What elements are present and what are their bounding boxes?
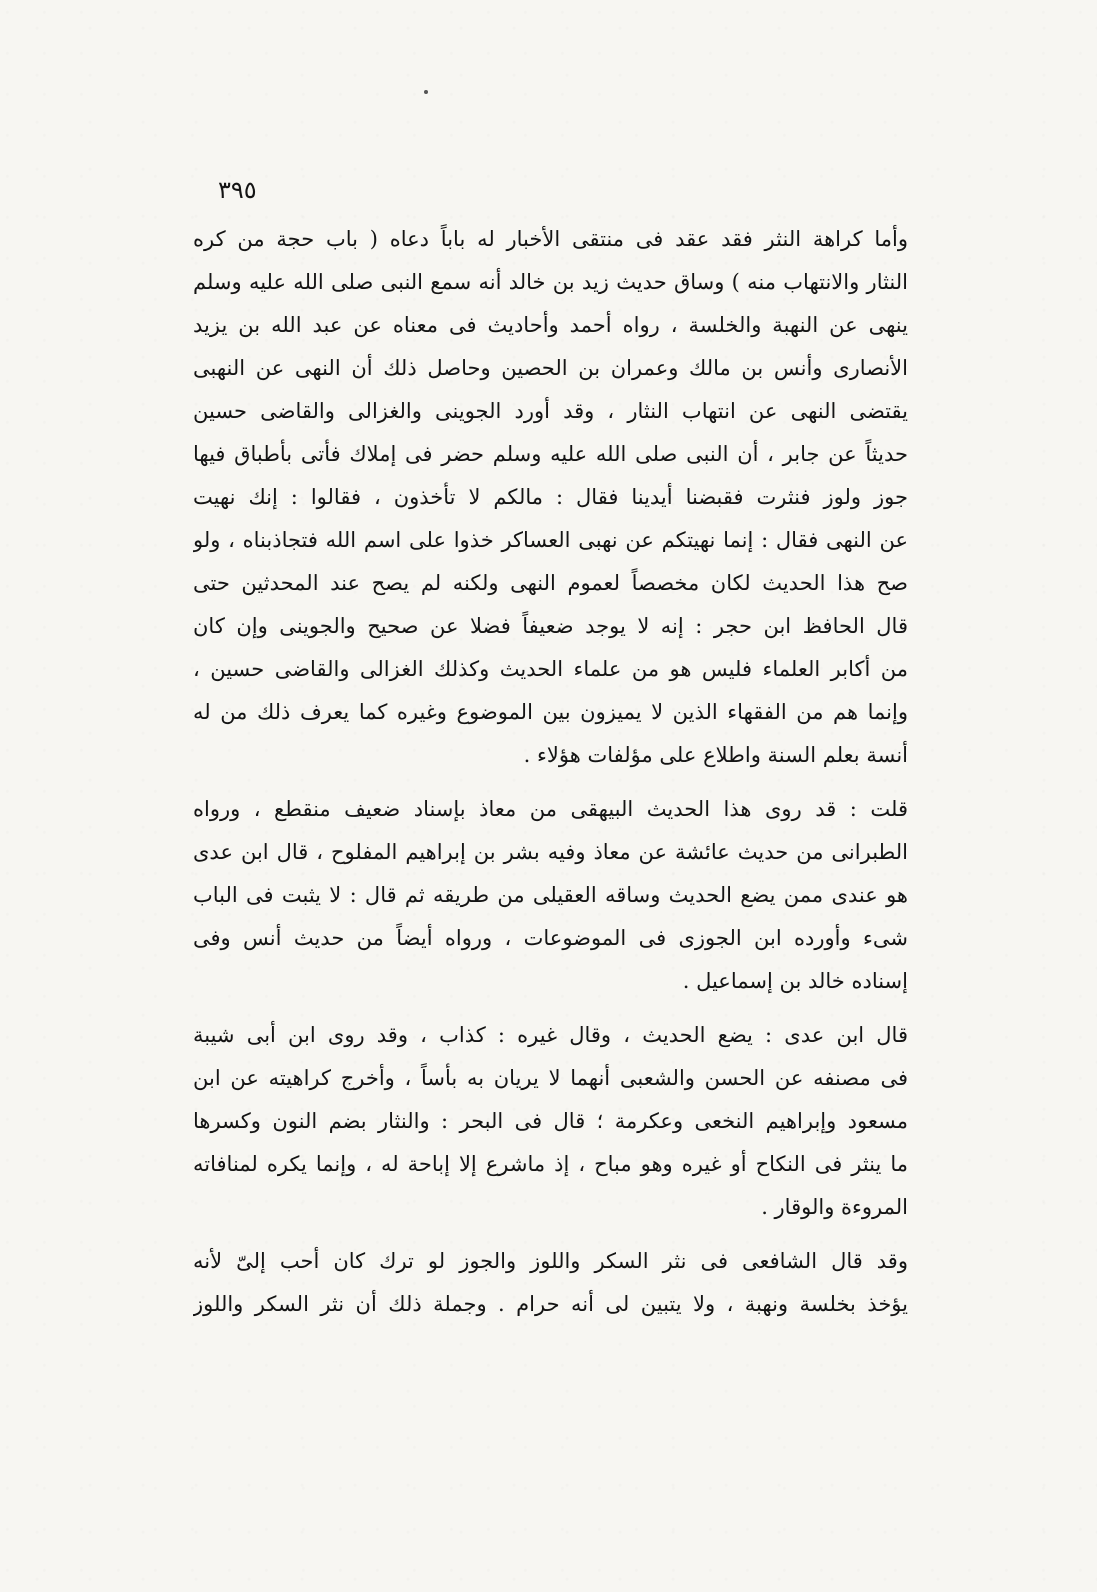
page-number: ٣٩٥ — [218, 176, 257, 204]
text-line: وإنما هم من الفقهاء الذين لا يميزون بين الموضوع وغيره كما يعرف ذلك من له — [193, 700, 908, 724]
text-line: شىء وأورده ابن الجوزى فى الموضوعات ، ورواه أيضاً من حديث أنس وفى — [193, 926, 908, 950]
text-line: من أكابر العلماء فليس هو من علماء الحديث وكذلك الغزالى والقاضى حسين ، — [193, 657, 908, 681]
paragraph-gap — [193, 1229, 908, 1240]
text-line: يؤخذ بخلسة ونهبة ، ولا يتبين لى أنه حرام . وجملة ذلك أن نثر السكر واللوز — [193, 1292, 908, 1316]
text-line: فى مصنفه عن الحسن والشعبى أنهما لا يريان به بأساً ، وأخرج كراهيته عن ابن — [193, 1066, 908, 1090]
ink-speck — [424, 90, 428, 94]
text-line: يقتضى النهى عن انتهاب النثار ، وقد أورد الجوينى والغزالى والقاضى حسين — [193, 399, 908, 423]
text-line: قال الحافظ ابن حجر : إنه لا يوجد ضعيفاً فضلا عن صحيح والجوينى وإن كان — [193, 614, 908, 638]
text-line: وقد قال الشافعى فى نثر السكر واللوز والجوز لو ترك كان أحب إلىّ لأنه — [193, 1249, 908, 1273]
text-line: وأما كراهة النثر فقد عقد فى منتقى الأخبار له باباً دعاه ( باب حجة من كره — [193, 227, 908, 251]
body-text — [193, 218, 908, 1326]
text-line: الأنصارى وأنس بن مالك وعمران بن الحصين وحاصل ذلك أن النهى عن النهبى — [193, 356, 908, 380]
paragraph-gap — [193, 777, 908, 788]
text-line: إسناده خالد بن إسماعيل . — [682, 969, 908, 993]
text-line: قلت : قد روى هذا الحديث البيهقى من معاذ بإسناد ضعيف منقطع ، ورواه — [193, 797, 908, 821]
text-line: النثار والانتهاب منه ) وساق حديث زيد بن خالد أنه سمع النبى صلى الله عليه وسلم — [193, 270, 908, 294]
text-line: هو عندى ممن يضع الحديث وساقه العقيلى من طريقه ثم قال : لا يثبت فى الباب — [193, 883, 908, 907]
text-line: ينهى عن النهبة والخلسة ، رواه أحمد وأحاديث فى معناه عن عبد الله بن يزيد — [193, 313, 908, 337]
text-line: جوز ولوز فنثرت فقبضنا أيدينا فقال : مالكم لا تأخذون ، فقالوا : إنك نهيت — [193, 485, 908, 509]
text-line: أنسة بعلم السنة واطلاع على مؤلفات هؤلاء . — [523, 743, 908, 767]
text-line: مسعود وإبراهيم النخعى وعكرمة ؛ قال فى البحر : والنثار بضم النون وكسرها — [193, 1109, 908, 1133]
text-line: حديثاً عن جابر ، أن النبى صلى الله عليه وسلم حضر فى إملاك فأتى بأطباق فيها — [193, 442, 908, 466]
paragraph-gap — [193, 1003, 908, 1014]
text-line: صح هذا الحديث لكان مخصصاً لعموم النهى ولكنه لم يصح عند المحدثين حتى — [193, 571, 908, 595]
text-line: الطبرانى من حديث عائشة عن معاذ وفيه بشر بن إبراهيم المفلوح ، قال ابن عدى — [193, 840, 908, 864]
text-line: المروءة والوقار . — [761, 1195, 908, 1219]
text-line: ما ينثر فى النكاح أو غيره وهو مباح ، إذ ماشرع إلا إباحة له ، وإنما يكره لمنافاته — [193, 1152, 908, 1176]
text-line: عن النهى فقال : إنما نهيتكم عن نهبى العساكر خذوا على اسم الله فتجاذبناه ، ولو — [193, 528, 908, 552]
text-line: قال ابن عدى : يضع الحديث ، وقال غيره : كذاب ، وقد روى ابن أبى شيبة — [193, 1023, 908, 1047]
